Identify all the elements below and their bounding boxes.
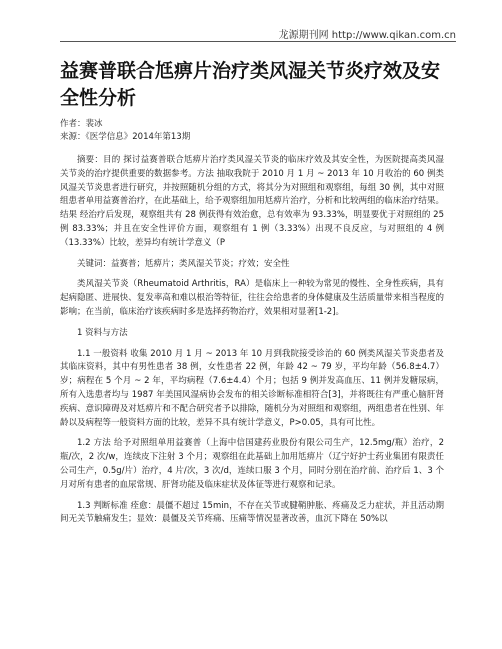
keywords-paragraph: 关键词：益赛普；尪痹片；类风湿关节炎；疗效；安全性 — [77, 258, 290, 269]
general-data-paragraph: 1.1 一般资料 收集 2010 月 1 月 ~ 2013 年 10 月到我院接受诊治的 60 例类风湿关节炎患者及其临床资料，其中有男性患者 38 例，女性患者 22 例，年龄 42 ~ 79 岁，平均年龄（56.8±4.7）岁；病程在 5 个月 ~ 2 年，平均病程（7.6±4.4）个月；包括 9 例并发高血压、11 例并发糖尿病，所有入选患者均与 1987 年美国风湿病协会发布的相关诊断标准相符合[3]，并将既往有严重心脑肝肾疾病、意识障碍及对尪痹片和不配合研究者予以排除，随机分为对照组和观察组，两组患者在性别、年龄以及病程等一般资料方面的比较，差异不具有统计学意义，P>0.05，具有可比性。 — [60, 348, 444, 428]
intro-paragraph: 类风湿关节炎（Rheumatoid Arthritis，RA）是临床上一种较为常见的慢性、全身性疾病，具有起病隐匿、进展快、复发率高和难以根治等特征，往往会给患者的身体健康及生活质量带来相当程度的影响；在当前，临床治疗该疾病时多是选择药物治疗，效果相对显著[1-2]。 — [60, 279, 444, 317]
section-heading: 1 资料与方法 — [77, 327, 128, 338]
methods-paragraph: 1.2 方法 给予对照组单用益赛普（上海中信国建药业股份有限公司生产，12.5mg/瓶）治疗，2 瓶/次，2 次/w，连续皮下注射 3 个月；观察组在此基础上加用尪痹片（辽宁好护士药业集团有限责任公司生产，0.5g/片）治疗，4 片/次，3 次/d，连续口服 3 个月，同时分别在治疗前、治疗后 1、3 个月对所有患者的血尿常规、肝肾功能及临床症状及体征等进行观察和记录。 — [60, 438, 444, 490]
article-author: 作者：裴冰 — [60, 119, 103, 129]
article-source: 来源：《医学信息》2014年第13期 — [60, 132, 191, 142]
header-divider — [60, 41, 456, 42]
criteria-paragraph: 1.3 判断标准 痊愈：晨僵不超过 15min，不存在关节或腱鞘肿胀、疼痛及乏力症状，并且活动期间无关节触痛发生；显效：晨僵及关节疼痛、压痛等情况显著改善，血沉下降在 50%以 — [60, 500, 444, 525]
article-body — [60, 58, 444, 527]
article-title: 益赛普联合尪痹片治疗类风湿关节炎疗效及安全性分析 — [60, 60, 441, 109]
abstract-paragraph: 摘要：目的 探讨益赛普联合尪痹片治疗类风湿关节炎的临床疗效及其安全性，为医院提高类风湿关节炎的治疗提供重要的数据参考。方法 抽取我院于 2010 月 1 月 ~ 2013 年 10 月收治的 60 例类风湿关节炎患者进行研究，并按照随机分组的方式，将其分为对照组和观察组，每组 30 例，其中对照组患者单用益赛普治疗，在此基础上，给予观察组加用尪痹片治疗，分析和比较两组的临床治疗结果。结果 经治疗后发现，观察组共有 28 例获得有效治愈，总有效率为 93.33%，明显要优于对照组的 25 例 83.33%；并且在安全性评价方面，观察组有 1 例（3.33%）出现不良反应，与对照组的 4 例 （13.33%）比较，差异均有统计学意义（P — [60, 155, 444, 248]
journal-source-header: 龙源期刊网 http://www.qikan.com.cn — [278, 30, 456, 41]
